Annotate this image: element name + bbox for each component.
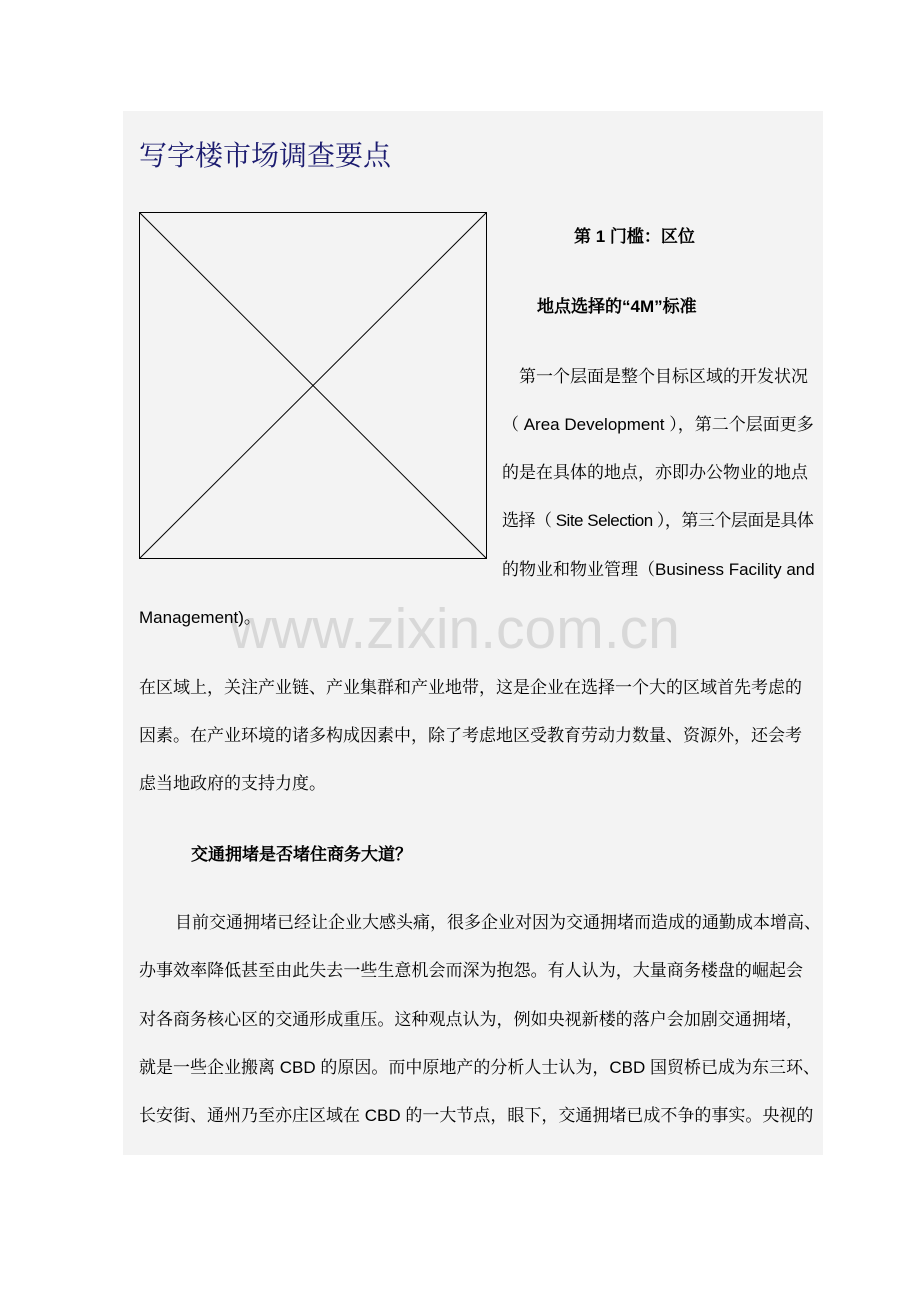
paragraph-line: 的是在具体的地点，亦即办公物业的地点 bbox=[502, 463, 808, 482]
image-placeholder bbox=[139, 212, 487, 559]
paragraph-line: Management)。 bbox=[139, 608, 261, 627]
paragraph-line: 虑当地政府的支持力度。 bbox=[139, 774, 326, 793]
paragraph-line: 办事效率降低甚至由此失去一些生意机会而深为抱怨。有人认为，大量商务楼盘的崛起会 bbox=[139, 961, 803, 980]
document-title: 写字楼市场调查要点 bbox=[139, 141, 392, 172]
paragraph-line: 在区域上，关注产业链、产业集群和产业地带，这是企业在选择一个大的区域首先考虑的 bbox=[139, 678, 802, 697]
paragraph-line: （ Area Development ），第二个层面更多 bbox=[502, 415, 814, 434]
paragraph-line: 的物业和物业管理（Business Facility and bbox=[502, 560, 815, 579]
paragraph-line: 长安街、通州乃至亦庄区域在 CBD 的一大节点，眼下，交通拥堵已成不争的事实。央视的 bbox=[139, 1106, 814, 1125]
paragraph-line: 选择（ Site Selection ），第三个层面是具体 bbox=[502, 511, 814, 530]
section-heading-traffic: 交通拥堵是否堵住商务大道？ bbox=[191, 845, 412, 864]
watermark: www.zixin.com.cn bbox=[230, 597, 680, 661]
paragraph-line: 因素。在产业环境的诸多构成因素中，除了考虑地区受教育劳动力数量、资源外，还会考 bbox=[139, 726, 802, 745]
paragraph-line: 目前交通拥堵已经让企业大感头痛，很多企业对因为交通拥堵而造成的通勤成本增高、 bbox=[175, 913, 821, 932]
paragraph-line: 第一个层面是整个目标区域的开发状况 bbox=[519, 367, 808, 386]
broken-image-icon bbox=[139, 212, 487, 559]
paragraph-line: 对各商务核心区的交通形成重压。这种观点认为，例如央视新楼的落户会加剧交通拥堵， bbox=[139, 1010, 803, 1029]
paragraph-line: 就是一些企业搬离 CBD 的原因。而中原地产的分析人士认为，CBD 国贸桥已成为东三环、 bbox=[139, 1058, 820, 1077]
section-heading-location: 第 1 门槛：区位 bbox=[574, 227, 695, 246]
section-subheading-4m: 地点选择的“4M”标准 bbox=[537, 297, 697, 316]
